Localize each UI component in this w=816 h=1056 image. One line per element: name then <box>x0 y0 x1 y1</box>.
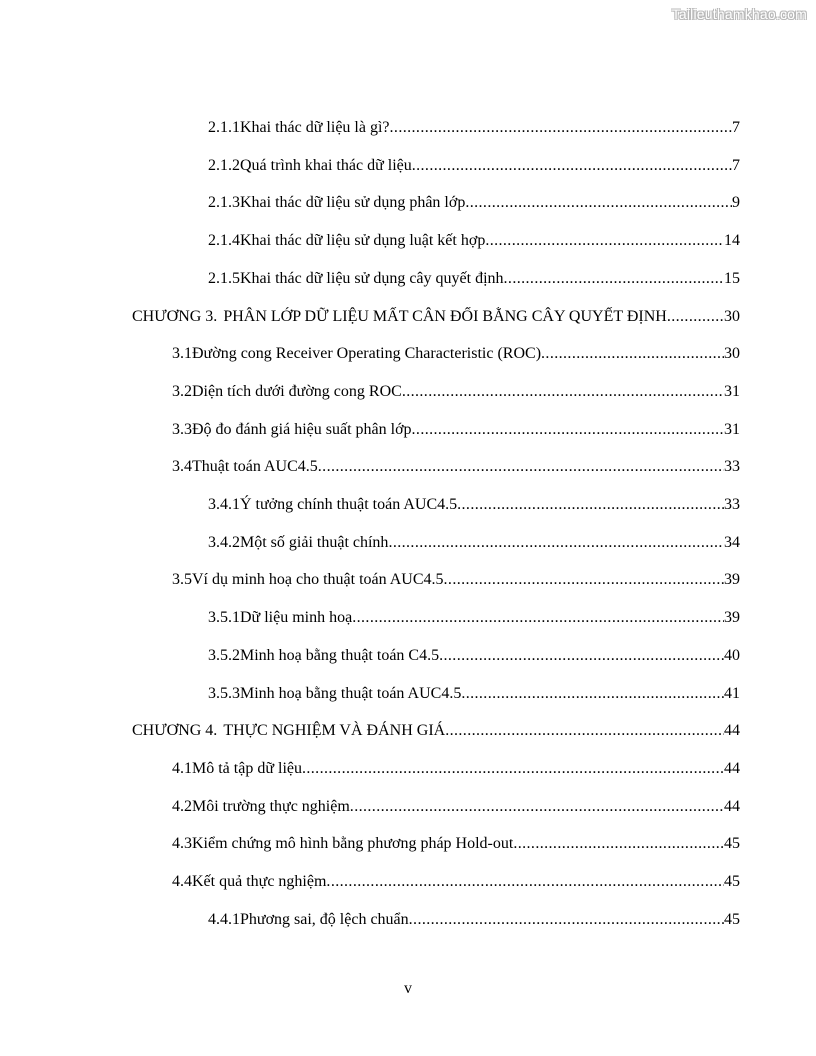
toc-entry[interactable] <box>208 150 740 176</box>
toc-entry-title: Khai thác dữ liệu là gì? <box>240 119 390 136</box>
toc-entry-number: 4.1 <box>172 759 192 777</box>
toc-entry-number: 4.4 <box>172 873 192 890</box>
toc-entry-number: 3.4.1 <box>208 496 240 513</box>
toc-entry-title: Đường cong Receiver Operating Characteristic (ROC) <box>192 345 542 363</box>
toc-entry-page: 14 <box>724 232 740 250</box>
toc-dot-leader <box>318 457 724 477</box>
toc-chapter-entry[interactable] <box>132 715 740 741</box>
toc-entry-page: 33 <box>724 458 740 476</box>
toc-entry-title: Khai thác dữ liệu sử dụng cây quyết định <box>240 269 504 287</box>
toc-entry-number: 2.1.2 <box>208 156 240 174</box>
toc-entry-page: 30 <box>724 345 740 363</box>
toc-entry-page: 39 <box>724 609 740 627</box>
toc-entry-title: Một số giải thuật chính <box>240 533 389 551</box>
toc-chapter-entry[interactable] <box>132 301 740 327</box>
toc-entry-page: 31 <box>724 420 740 438</box>
toc-dot-leader <box>504 269 724 289</box>
toc-dot-leader <box>541 344 724 364</box>
watermark: Tailieuthamkhao.com <box>671 6 807 22</box>
toc-dot-leader <box>402 382 724 402</box>
toc-entry[interactable] <box>172 866 740 892</box>
toc-entry-title: Môi trường thực nghiệm <box>192 797 350 815</box>
toc-dot-leader <box>465 193 732 213</box>
toc-entry[interactable] <box>172 376 740 402</box>
toc-entry-number: 3.5.2 <box>208 646 240 664</box>
toc-entry[interactable] <box>208 489 740 515</box>
toc-entry[interactable] <box>208 602 740 628</box>
toc-entry-title-group <box>240 231 724 251</box>
toc-entry-title: Diện tích dưới đường cong ROC <box>192 382 402 400</box>
toc-dot-leader <box>461 684 724 704</box>
toc-entry-number: CHƯƠNG 3. <box>132 307 218 325</box>
toc-entry-number: 3.4.2 <box>208 533 240 551</box>
toc-entry-number: CHƯƠNG 4. <box>132 722 218 740</box>
toc-entry-page: 45 <box>724 835 740 853</box>
toc-entry[interactable] <box>172 451 740 477</box>
toc-entry-page: 9 <box>732 194 740 212</box>
toc-entry[interactable] <box>208 527 740 553</box>
toc-entry[interactable] <box>208 187 740 213</box>
toc-entry-title: Quá trình khai thác dữ liệu <box>240 156 412 174</box>
toc-entry-number: 4.4.1 <box>208 910 240 928</box>
toc-entry-title-group <box>192 872 724 892</box>
toc-entry-title-group <box>192 382 724 402</box>
toc-entry-title-group <box>192 797 724 817</box>
toc-entry-number: 3.2 <box>172 382 192 400</box>
toc-dot-leader <box>513 834 724 854</box>
toc-entry-title: Độ đo đánh giá hiệu suất phân lớp <box>192 420 412 438</box>
toc-entry-title: Kiểm chứng mô hình bằng phương pháp Hold-out <box>192 835 514 853</box>
toc-entry-page: 40 <box>724 646 740 664</box>
toc-entry-title: PHÂN LỚP DỮ LIỆU MẤT CÂN ĐỐI BẰNG CÂY QUYẾT ĐỊNH <box>223 307 667 325</box>
toc-dot-leader <box>485 231 724 251</box>
toc-entry-number: 2.1.1 <box>208 119 240 136</box>
toc-entry-title-group <box>192 457 724 477</box>
toc-entry-title: Dữ liệu minh hoạ <box>240 609 353 627</box>
toc-entry-title: Thuật toán AUC4.5 <box>192 458 318 476</box>
toc-entry[interactable] <box>172 791 740 817</box>
toc-entry-title: Khai thác dữ liệu sử dụng luật kết hợp <box>240 232 486 250</box>
toc-dot-leader <box>412 420 724 440</box>
toc-entry-number: 2.1.4 <box>208 232 240 250</box>
toc-entry-title-group <box>240 156 732 176</box>
toc-entry-page: 44 <box>724 722 740 740</box>
toc-entry-title: Ý tưởng chính thuật toán AUC4.5 <box>240 496 458 513</box>
toc-entry-page: 39 <box>724 571 740 589</box>
toc-entry-page: 45 <box>724 873 740 890</box>
toc-entry-page: 30 <box>724 307 740 325</box>
toc-dot-leader <box>388 533 724 553</box>
toc-entry-page: 7 <box>732 156 740 174</box>
toc-entry-page: 33 <box>724 496 740 513</box>
toc-entry-title-group <box>240 193 732 213</box>
toc-entry[interactable] <box>172 338 740 364</box>
toc-entry-title: Phương sai, độ lệch chuẩn <box>240 910 409 928</box>
toc-entry-number: 4.3 <box>172 835 192 853</box>
toc-dot-leader <box>350 797 724 817</box>
toc-entry-title-group <box>192 420 724 440</box>
toc-entry-number: 2.1.5 <box>208 269 240 287</box>
toc-entry-title: Minh hoạ bằng thuật toán C4.5 <box>240 646 440 664</box>
toc-entry-page: 41 <box>724 684 740 702</box>
toc-entry-number: 2.1.3 <box>208 194 240 212</box>
toc-entry[interactable] <box>208 225 740 251</box>
toc-entry-page: 45 <box>724 910 740 928</box>
toc-dot-leader <box>444 570 724 590</box>
toc-entry-number: 3.4 <box>172 458 192 476</box>
toc-entry-title-group <box>240 646 724 666</box>
toc-entry-title-group <box>240 269 724 289</box>
toc-entry-title-group <box>240 910 724 930</box>
toc-entry[interactable] <box>172 753 740 779</box>
toc-entry[interactable] <box>208 904 740 930</box>
toc-dot-leader <box>439 646 724 666</box>
toc-entry[interactable] <box>172 564 740 590</box>
toc-entry-title-group <box>223 721 724 741</box>
toc-entry-page: 7 <box>732 119 740 136</box>
toc-entry-title: THỰC NGHIỆM VÀ ĐÁNH GIÁ <box>223 722 446 740</box>
toc-entry[interactable] <box>172 828 740 854</box>
toc-entry-number: 3.5.1 <box>208 609 240 627</box>
toc-entry-title-group <box>192 344 724 364</box>
toc-entry[interactable] <box>208 640 740 666</box>
toc-dot-leader <box>326 872 724 892</box>
toc-entry-title: Minh hoạ bằng thuật toán AUC4.5 <box>240 684 462 702</box>
toc-entry-page: 34 <box>724 533 740 551</box>
toc-dot-leader <box>412 156 732 176</box>
toc-entry-page: 15 <box>724 269 740 287</box>
toc-dot-leader <box>457 495 724 515</box>
toc-dot-leader <box>445 721 724 741</box>
toc-entry-page: 44 <box>724 759 740 777</box>
toc-entry-title-group <box>240 495 724 515</box>
page-number: v <box>404 980 412 997</box>
toc-entry-title-group <box>192 834 724 854</box>
toc-entry-page: 44 <box>724 797 740 815</box>
toc-entry-number: 3.5.3 <box>208 684 240 702</box>
toc-entry[interactable] <box>172 414 740 440</box>
toc-entry-title: Ví dụ minh hoạ cho thuật toán AUC4.5 <box>192 571 444 589</box>
toc-entry-title-group <box>240 118 732 138</box>
toc-entry-page: 31 <box>724 382 740 400</box>
toc-entry-title: Kết quả thực nghiệm <box>192 873 327 890</box>
toc-entry-number: 3.1 <box>172 345 192 363</box>
toc-entry[interactable] <box>208 112 740 138</box>
toc-entry-title-group <box>240 533 724 553</box>
toc-dot-leader <box>667 307 724 327</box>
toc-entry-number: 3.3 <box>172 420 192 438</box>
toc-entry[interactable] <box>208 263 740 289</box>
toc-dot-leader <box>390 118 732 138</box>
toc-entry-title-group <box>223 307 724 327</box>
toc-dot-leader <box>302 759 724 779</box>
toc-dot-leader <box>409 910 724 930</box>
toc-dot-leader <box>352 608 724 628</box>
toc-entry-number: 4.2 <box>172 797 192 815</box>
toc-entry-title: Khai thác dữ liệu sử dụng phân lớp <box>240 194 466 212</box>
toc-entry[interactable] <box>208 678 740 704</box>
toc-entry-title: Mô tả tập dữ liệu <box>192 759 302 777</box>
toc-entry-title-group <box>240 608 724 628</box>
toc-entry-title-group <box>240 684 724 704</box>
toc-entry-title-group <box>192 759 724 779</box>
toc-entry-title-group <box>192 570 724 590</box>
toc-entry-number: 3.5 <box>172 571 192 589</box>
